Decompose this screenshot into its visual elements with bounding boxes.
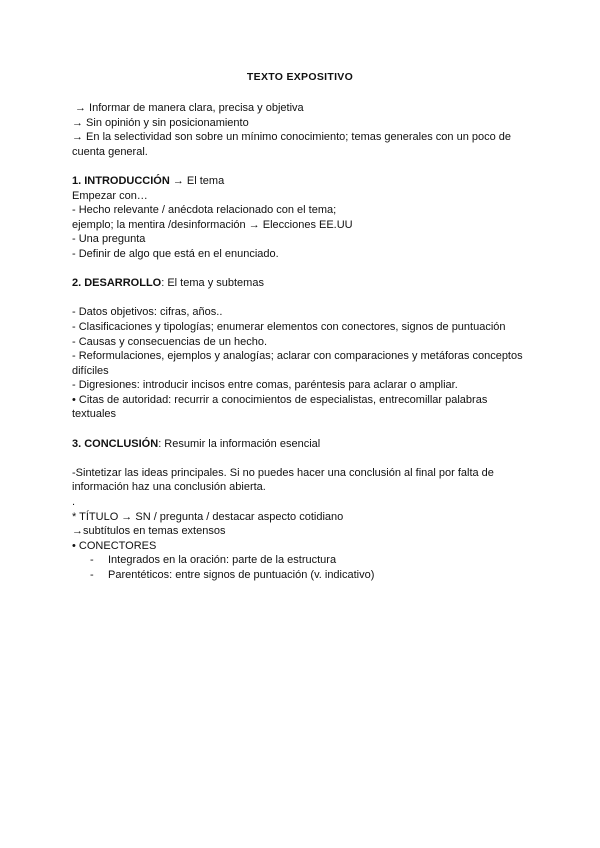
list-dash: -	[90, 569, 94, 581]
section-heading-rest: : Resumir la información esencial	[158, 437, 321, 450]
intro-point: → Informar de manera clara, precisa y objetiva	[75, 102, 304, 114]
body-line: - Una pregunta	[72, 233, 146, 246]
body-line: • CONECTORES	[72, 539, 157, 552]
section-heading-label: 3. CONCLUSIÓN	[72, 437, 159, 450]
intro-point: → Sin opinión y sin posicionamiento	[72, 116, 249, 129]
body-line: -Sintetizar las ideas principales. Si no puedes hacer una conclusión al final por falta de información haz una conclusión abierta.	[72, 466, 494, 494]
section-heading-label: 1. INTRODUCCIÓN	[72, 174, 170, 187]
connector-item	[72, 568, 532, 583]
body-line: →subtítulos en temas extensos	[72, 525, 226, 538]
body-line: - Reformulaciones, ejemplos y analogías; aclarar con comparaciones y metáforas conceptos difíciles	[72, 350, 523, 377]
document-body	[72, 101, 532, 583]
intro-point: → En la selectividad son sobre un mínimo conocimiento; temas generales con un poco de cuenta general.	[72, 131, 512, 158]
body-line: - Digresiones: introducir incisos entre comas, paréntesis para aclarar o ampliar.	[72, 379, 458, 392]
body-line: - Datos objetivos: cifras, años..	[72, 306, 223, 319]
section-heading-introduccion	[72, 174, 532, 189]
connector-text: Parentéticos: entre signos de puntuación (v. indicativo)	[108, 569, 375, 581]
spacer	[72, 262, 532, 277]
section-heading-conclusion	[72, 437, 532, 452]
body-line: - Clasificaciones y tipologías; enumerar elementos con conectores, signos de puntuación	[72, 320, 506, 333]
section-heading-rest: : El tema y subtemas	[161, 277, 264, 290]
spacer	[72, 291, 532, 306]
body-line: - Causas y consecuencias de un hecho.	[72, 335, 268, 348]
connector-text: Integrados en la oración: parte de la estructura	[108, 554, 337, 567]
section-heading-rest: → El tema	[169, 174, 225, 187]
body-line: .	[72, 496, 76, 509]
body-line: • Citas de autoridad: recurrir a conocimientos de especialistas, entrecomillar palabras textuales	[72, 393, 488, 421]
spacer	[72, 451, 532, 466]
body-line: - Hecho relevante / anécdota relacionado con el tema;	[72, 204, 337, 217]
document-title: TEXTO EXPOSITIVO	[246, 71, 354, 83]
body-line: * TÍTULO → SN / pregunta / destacar aspecto cotidiano	[72, 510, 344, 523]
body-line: Empezar con…	[72, 189, 148, 202]
section-heading-label: 2. DESARROLLO	[72, 277, 162, 290]
section-heading-desarrollo	[72, 276, 532, 291]
spacer	[72, 422, 532, 437]
connector-item	[72, 553, 532, 568]
spacer	[72, 159, 532, 174]
body-line: ejemplo; la mentira /desinformación → Elecciones EE.UU	[72, 218, 353, 231]
list-dash: -	[90, 554, 94, 567]
body-line: - Definir de algo que está en el enunciado.	[72, 247, 279, 260]
